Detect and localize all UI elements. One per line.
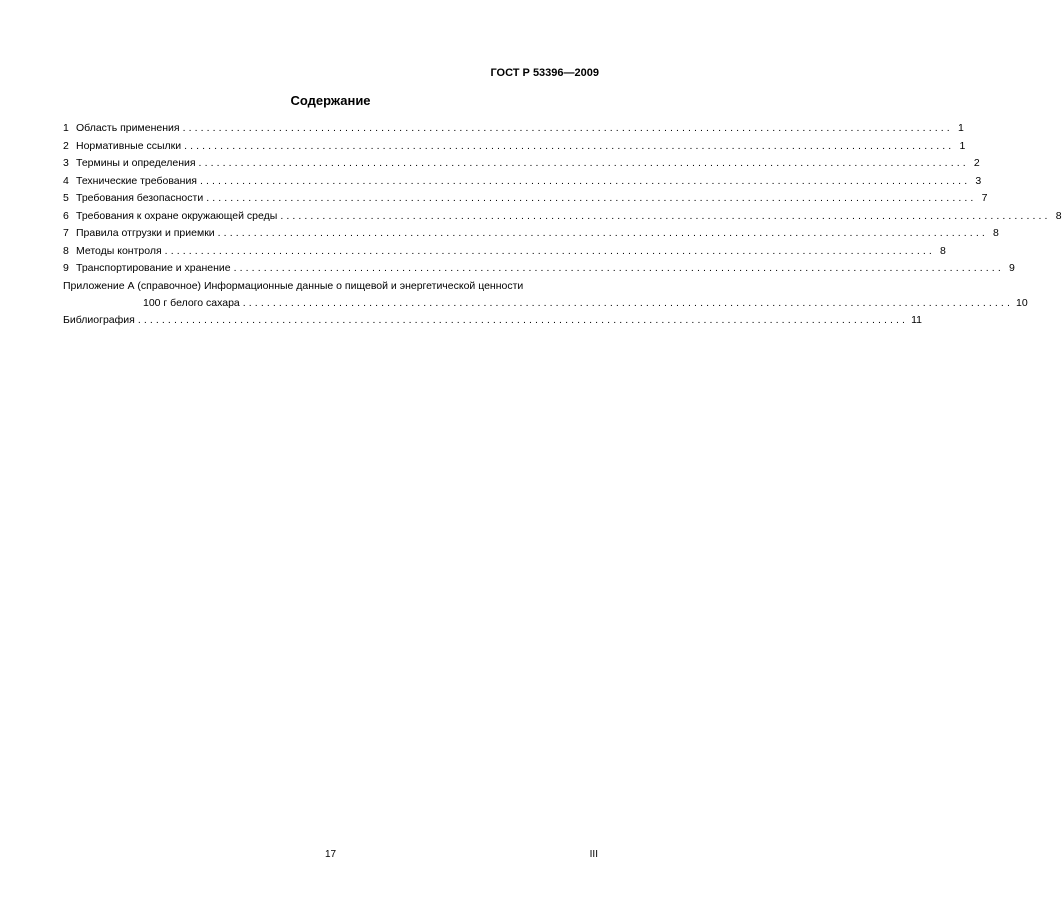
- toc-leader-dots: ................................................................................................................................: [182, 122, 953, 134]
- toc-entry-page: 1: [959, 139, 966, 152]
- toc-entry-page: 1: [957, 122, 964, 134]
- toc-entry-page: 2: [973, 157, 980, 169]
- toc-appendix-page: 10: [1015, 296, 1028, 309]
- toc-appendix-label: 100 г белого сахара: [143, 296, 240, 309]
- toc-leader-dots: ................................................................................................................................: [206, 192, 977, 204]
- toc-entry[interactable]: [63, 227, 999, 245]
- toc-leader-dots: ................................................................................................................................: [164, 244, 935, 257]
- toc-leader-dots: ................................................................................................................................: [233, 262, 1004, 274]
- toc-bibliography-page: 11: [911, 314, 922, 326]
- toc-bibliography-entry[interactable]: [63, 314, 922, 332]
- toc-entry-number: 9: [63, 262, 69, 274]
- toc-entry-label: Требования к охране окружающей среды: [76, 209, 278, 222]
- toc-appendix-title[interactable]: Приложение А (справочное) Информационные данные о пищевой и энергетической ценности: [63, 279, 524, 292]
- toc-entry[interactable]: [63, 139, 966, 158]
- toc-title: Содержание: [290, 93, 371, 108]
- toc-entry-label: Требования безопасности: [76, 192, 204, 204]
- toc-entry-number: 8: [63, 244, 69, 257]
- toc-leader-dots: ................................................................................................................................: [184, 139, 955, 152]
- toc-entry-number: 7: [63, 227, 69, 239]
- toc-entry-label: Технические требования: [76, 174, 197, 187]
- toc-leader-dots: ................................................................................................................................: [242, 296, 1013, 309]
- toc-entry[interactable]: [63, 122, 964, 140]
- toc-entry[interactable]: [63, 244, 946, 263]
- toc-entry-label: Методы контроля: [76, 244, 162, 257]
- toc-entry-number: 1: [63, 122, 69, 134]
- toc-entry-number: 3: [63, 157, 69, 169]
- standard-code: ГОСТ Р 53396—2009: [490, 67, 599, 79]
- toc-entry[interactable]: [63, 209, 1062, 228]
- toc-appendix-entry[interactable]: [63, 296, 1028, 315]
- toc-leader-dots: ................................................................................................................................: [137, 314, 909, 326]
- toc-entry-page: 8: [940, 244, 946, 257]
- toc-entry-page: 3: [975, 174, 982, 187]
- toc-entry[interactable]: [63, 157, 980, 175]
- toc-entry-number: 6: [63, 209, 69, 222]
- footer-roman-page: III: [589, 849, 598, 860]
- toc-bibliography-label: Библиография: [63, 314, 135, 326]
- toc-entry-page: 8: [993, 227, 999, 239]
- toc-entry-label: Термины и определения: [76, 157, 196, 169]
- toc-leader-dots: ................................................................................................................................: [200, 174, 971, 187]
- toc-entry-page: 8: [1055, 209, 1062, 222]
- toc-leader-dots: ................................................................................................................................: [198, 157, 969, 169]
- toc-entry-label: Транспортирование и хранение: [76, 262, 231, 274]
- toc-entry[interactable]: [63, 174, 982, 193]
- table-of-contents: [63, 122, 1062, 332]
- footer-page-number: 17: [324, 849, 337, 860]
- toc-entry-label: Нормативные ссылки: [76, 139, 182, 152]
- toc-entry[interactable]: [63, 262, 1015, 280]
- toc-entry-number: 5: [63, 192, 69, 204]
- toc-entry-page: 9: [1009, 262, 1015, 274]
- toc-entry-number: 4: [63, 174, 69, 187]
- toc-leader-dots: ................................................................................................................................: [280, 209, 1051, 222]
- toc-entry-label: Область применения: [76, 122, 180, 134]
- toc-entry-page: 7: [981, 192, 988, 204]
- toc-leader-dots: ................................................................................................................................: [217, 227, 988, 239]
- toc-entry-label: Правила отгрузки и приемки: [76, 227, 215, 239]
- toc-entry-number: 2: [63, 139, 69, 152]
- toc-entry[interactable]: [63, 192, 988, 210]
